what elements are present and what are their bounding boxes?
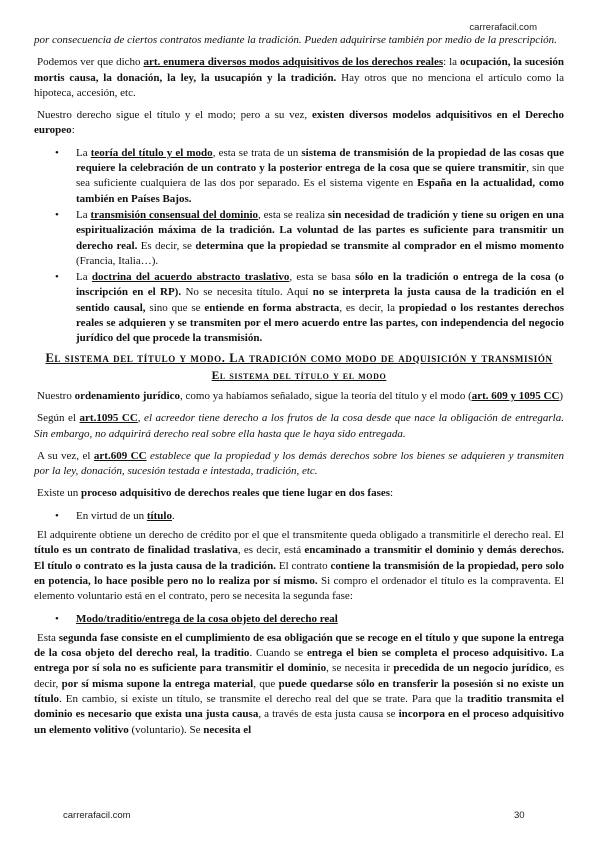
italic-text: por consecuencia de ciertos contratos mediante la tradición. Pueden adquirirse también por medio de la prescripción. — [34, 34, 557, 46]
paragraph-ordenamiento: Nuestro ordenamiento jurídico, como ya habíamos señalado, sigue la teoría del título y el modo (art. 609 y 1095 CC) — [37, 389, 564, 402]
list-fase-modo — [34, 612, 564, 627]
list-item: • La transmisión consensual del dominio, esta se realiza sin necesidad de tradición y tiene su origen en una espiritualización máxima de la tradición. La voluntad de las partes es suficiente para transmitir un derecho real. Es decir, se determina que la propiedad se transmite al comprador en el mismo momento (Francia, Italia…). — [55, 208, 564, 267]
section-heading: El sistema del título y modo. La tradición como modo de adquisición y transmisión — [45, 350, 553, 365]
bullet-icon: • — [55, 612, 59, 625]
paragraph-art-1095: Según el art.1095 CC, el acreedor tiene derecho a los frutos de la cosa desde que nace la obligación de entregarla. Sin embargo, no adquirirá derecho real sobre ella hasta que le haya sido entregada. — [34, 412, 564, 440]
paragraph-prescription — [34, 33, 564, 48]
list-modelos — [34, 146, 564, 347]
bullet-icon: • — [55, 146, 59, 159]
paragraph-dos-fases: Existe un proceso adquisitivo de derechos reales que tiene lugar en dos fases: — [37, 487, 394, 500]
list-item: • La doctrina del acuerdo abstracto traslativo, esta se basa sólo en la tradición o entrega de la cosa (o inscripción en el RP). No se necesita título. Aquí no se interpreta la justa causa de la tradición en el sentido causal, sino que se entiende en forma abstracta, es decir, la propiedad o los restantes derechos reales se adquieren y se transmiten por el mero acuerdo entre las partes, con independencia del negocio jurídico del que procede la transmisión. — [55, 271, 565, 345]
paragraph-segunda-fase: Esta segunda fase consiste en el cumplimiento de esa obligación que se recoge en el título y que supone la entrega de la cosa objeto del derecho real, la traditio. Cuando se entrega el bien se completa el proceso adquisitivo. La entrega por sí sola no es suficiente para transmitir el dominio, se necesita ir precedida de un negocio jurídico, es decir, por sí misma supone la entrega material, que puede quedarse sólo en transferir la posesión si no existe un título. En cambio, si existe un título, se transmite el derecho real del que se trate. Para que la traditio transmita el dominio es necesario que exista una justa causa, a través de esta justa causa se incorpora en el proceso adquisitivo un elemento volitivo (voluntario). Se necesita el — [34, 631, 564, 736]
bullet-icon: • — [55, 271, 59, 284]
list-item: • En virtud de un título. — [76, 509, 564, 524]
list-fase-titulo — [34, 509, 564, 524]
paragraph-adquirente: El adquirente obtiene un derecho de crédito por el que el transmitente queda obligado a transmitirle el derecho real. El título es un contrato de finalidad traslativa, es decir, está encaminado a transmitir el dominio y demás derechos. El título o contrato es la justa causa de la tradición. El contrato contiene la transmisión de la propiedad, pero solo en potencia, lo hace posible pero no lo realiza por sí mismo. Si compro el ordenador el título es la compraventa. El elemento voluntario está en el contrato, pero se necesita la segunda fase: — [34, 529, 565, 603]
paragraph-modelos-europeos: Nuestro derecho sigue el título y el modo; pero a su vez, existen diversos modelos adquisitivos en el Derecho europeo: — [34, 109, 564, 137]
footer-site: carrerafacil.com — [63, 810, 131, 821]
bullet-icon: • — [55, 509, 59, 522]
header-site: carrerafacil.com — [469, 22, 537, 33]
subsection-heading: El sistema del título y el modo — [211, 369, 387, 382]
paragraph-art-609: A su vez, el art.609 CC establece que la propiedad y los demás derechos sobre los bienes se adquieren y transmiten por la ley, donación, sucesión testada e intestada, tradición, etc. — [34, 449, 564, 478]
bullet-icon: • — [55, 208, 59, 221]
document-body — [34, 33, 564, 745]
page-number: 30 — [514, 810, 525, 821]
list-item: • Modo/traditio/entrega de la cosa objeto del derecho real — [76, 612, 564, 627]
paragraph-modos-adquisitivos: Podemos ver que dicho art. enumera diversos modos adquisitivos de los derechos reales: la ocupación, la sucesión mortis causa, la donación, la ley, la usucapión y la tradición. Hay otros que no menciona el artículo como la hipoteca, accesión, etc. — [34, 56, 564, 99]
list-item: • La teoría del título y el modo, esta se trata de un sistema de transmisión de la propiedad de las cosas que requiere la celebración de un contrato y la posterior entrega de la cosa que se quiere transmitir, sin que sea suficiente cualquiera de las dos por separado. Es el sistema vigente en España en la actualidad, como también en Países Bajos. — [55, 146, 564, 205]
